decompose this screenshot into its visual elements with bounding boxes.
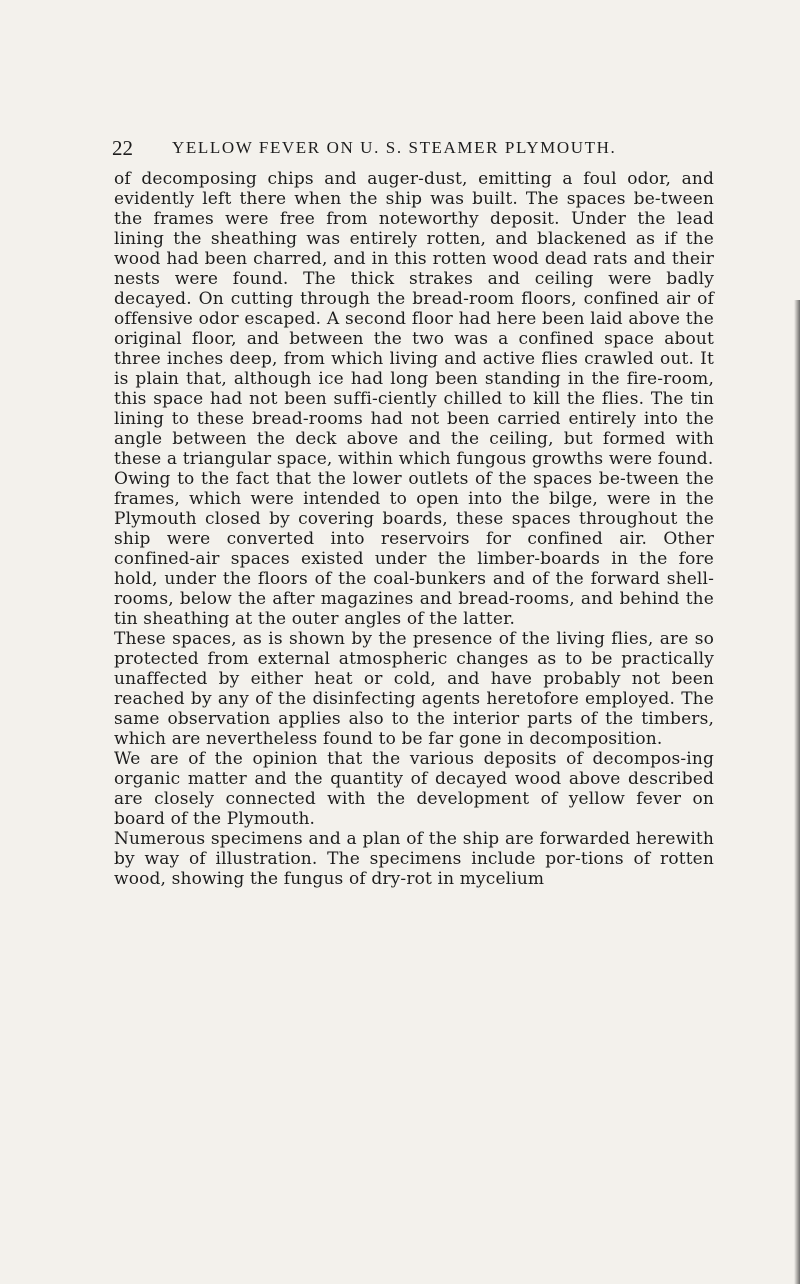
paragraph-2: Owing to the fact that the lower outlets of the spaces be-tween the frames, which were intended to open into the bilge, were in the Plymouth closed by covering boards, these spaces throughout the ship were converted into reservoirs for confined air. Other confined-air spaces existed under the limber-boards in the fore hold, under the floors of the coal-bunkers and of the forward shell-rooms, below the after magazines and bread-rooms, and behind the tin sheathing at the outer angles of the latter. — [114, 469, 714, 629]
running-head: YELLOW FEVER ON U. S. STEAMER PLYMOUTH. — [172, 138, 617, 157]
paragraph-3: These spaces, as is shown by the presence of the living flies, are so protected from external atmospheric changes as to be practically unaffected by either heat or cold, and have probably not been reached by any of the disinfecting agents heretofore employed. The same observation applies also to the interior parts of the timbers, which are nevertheless found to be far gone in decomposition. — [114, 629, 714, 749]
paragraph-5: Numerous specimens and a plan of the ship are forwarded herewith by way of illustration. The specimens include por-tions of rotten wood, showing the fungus of dry-rot in mycelium — [114, 829, 714, 889]
body-text — [114, 169, 714, 889]
page-number: 22 — [112, 136, 133, 160]
page-header — [112, 133, 712, 163]
paragraph-1: of decomposing chips and auger-dust, emitting a foul odor, and evidently left there when the ship was built. The spaces be-tween the frames were free from noteworthy deposit. Under the lead lining the sheathing was entirely rotten, and blackened as if the wood had been charred, and in this rotten wood dead rats and their nests were found. The thick strakes and ceiling were badly decayed. On cutting through the bread-room floors, confined air of offensive odor escaped. A second floor had here been laid above the original floor, and between the two was a confined space about three inches deep, from which living and active flies crawled out. It is plain that, although ice had long been standing in the fire-room, this space had not been suffi-ciently chilled to kill the flies. The tin lining to these bread-rooms had not been carried entirely into the angle between the deck above and the ceiling, but formed with these a triangular space, within which fungous growths were found. — [114, 169, 714, 469]
paragraph-4: We are of the opinion that the various deposits of decompos-ing organic matter and the quantity of decayed wood above described are closely connected with the development of yellow fever on board of the Plymouth. — [114, 749, 714, 829]
page-edge-shadow — [794, 300, 800, 1284]
